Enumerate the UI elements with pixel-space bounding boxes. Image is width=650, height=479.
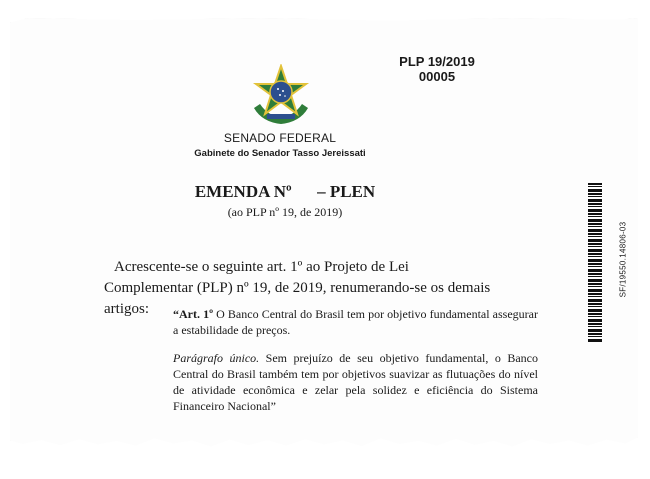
barcode — [588, 183, 602, 343]
article-1 — [173, 306, 538, 338]
code-line-2: 00005 — [418, 69, 456, 84]
paragraph-text: Sem prejuízo de seu objetivo fundamental, o Banco Central do Brasil também tem por objetivos suavizar as flutuações do nível de atividade econômica e zelar pela solidez e eficiência do Sistema Financeiro Nacional” — [173, 351, 538, 413]
amendment-title: EMENDA Nº – PLEN — [194, 182, 376, 201]
intro-line-1: Acrescente-se o seguinte art. 1º ao Projeto de Lei — [114, 259, 409, 275]
document-code — [382, 54, 492, 84]
article-label: “Art. 1º — [173, 307, 214, 321]
paragraph-unico — [173, 350, 538, 414]
article-text: O Banco Central do Brasil tem por objetivo fundamental assegurar a estabilidade de preços. — [173, 307, 538, 337]
paragraph-label: Parágrafo único. — [173, 351, 260, 365]
intro-line-2: Complementar (PLP) nº 19, de 2019, renumerando-se os demais artigos: — [104, 280, 491, 317]
coat-of-arms-icon — [250, 64, 312, 126]
code-line-1: PLP 19/2019 — [399, 54, 475, 69]
amendment-subtitle: (ao PLP nº 19, de 2019) — [227, 205, 343, 219]
institution-name: SENADO FEDERAL — [223, 131, 337, 145]
barcode-text: SF/19550.14806-03 — [618, 221, 628, 298]
office-name: Gabinete do Senador Tasso Jereissati — [194, 148, 366, 159]
